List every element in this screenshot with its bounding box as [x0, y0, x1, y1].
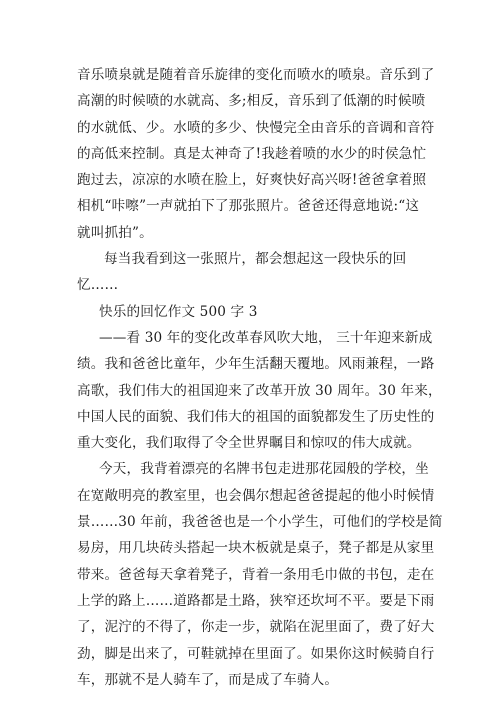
text-line: 景……30 年前，我爸爸也是一个小学生，可他们的学校是简 [77, 514, 443, 531]
text-line: 在宽敞明亮的教室里，也会偶尔想起爸爸提起的他小时候情 [77, 487, 435, 504]
text-line: 绩。我和爸爸比童年，少年生活翻天覆地。风雨兼程，一路 [77, 356, 435, 373]
text-line: 带来。爸爸每天拿着凳子，背着一条用毛巾做的书包，走在 [77, 566, 435, 583]
text-line: 易房，用几块砖头搭起一块木板就是桌子，凳子都是从家里 [77, 540, 435, 557]
text-line: 高歌，我们伟大的祖国迎来了改革开放 30 周年。30 年来， [77, 382, 442, 399]
text-line: 跑过去，凉凉的水喷在脸上，好爽快好高兴呀!爸爸拿着照 [77, 172, 427, 189]
text-line: 劲，脚是出来了，可鞋就掉在里面了。如果你这时候骑自行 [77, 645, 435, 662]
text-line: 忆…… [77, 277, 119, 294]
text-line: ——看 30 年的变化改革春风吹大地， 三十年迎来新成 [99, 329, 433, 346]
text-line: 车，那就不是人骑车了，而是成了车骑人。 [77, 671, 339, 688]
text-line: 每当我看到这一张照片，都会想起这一段快乐的回 [104, 251, 407, 268]
text-line: 中国人民的面貌、我们伟大的祖国的面貌都发生了历史性的 [77, 408, 435, 425]
text-line: 上学的路上……道路都是土路，狭窄还坎坷不平。要是下雨 [77, 592, 435, 609]
text-line: 高潮的时候喷的水就高、多;相反，音乐到了低潮的时候喷 [77, 93, 426, 110]
document-body [77, 62, 443, 693]
text-line: 今天，我背着漂亮的名牌书包走进那花园般的学校，坐 [99, 461, 429, 478]
text-line: 音乐喷泉就是随着音乐旋律的变化而喷水的喷泉。音乐到了 [77, 67, 435, 83]
text-line: 的水就低、少。水喷的多少、快慢完全由音乐的音调和音符 [77, 119, 435, 136]
text-line: 相机“咔嚓”一声就拍下了那张照片。爸爸还得意地说:“这 [77, 198, 420, 215]
section-heading: 快乐的回忆作文 500 字 3 [99, 303, 258, 320]
text-line: 重大变化，我们取得了令全世界瞩目和惊叹的伟大成就。 [77, 435, 421, 452]
text-line: 就叫抓拍”。 [77, 224, 153, 241]
text-line: 的高低来控制。真是太神奇了!我趁着喷的水少的时侯急忙 [77, 145, 427, 162]
text-line: 了，泥泞的不得了，你走一步，就陷在泥里面了，费了好大 [77, 619, 435, 636]
